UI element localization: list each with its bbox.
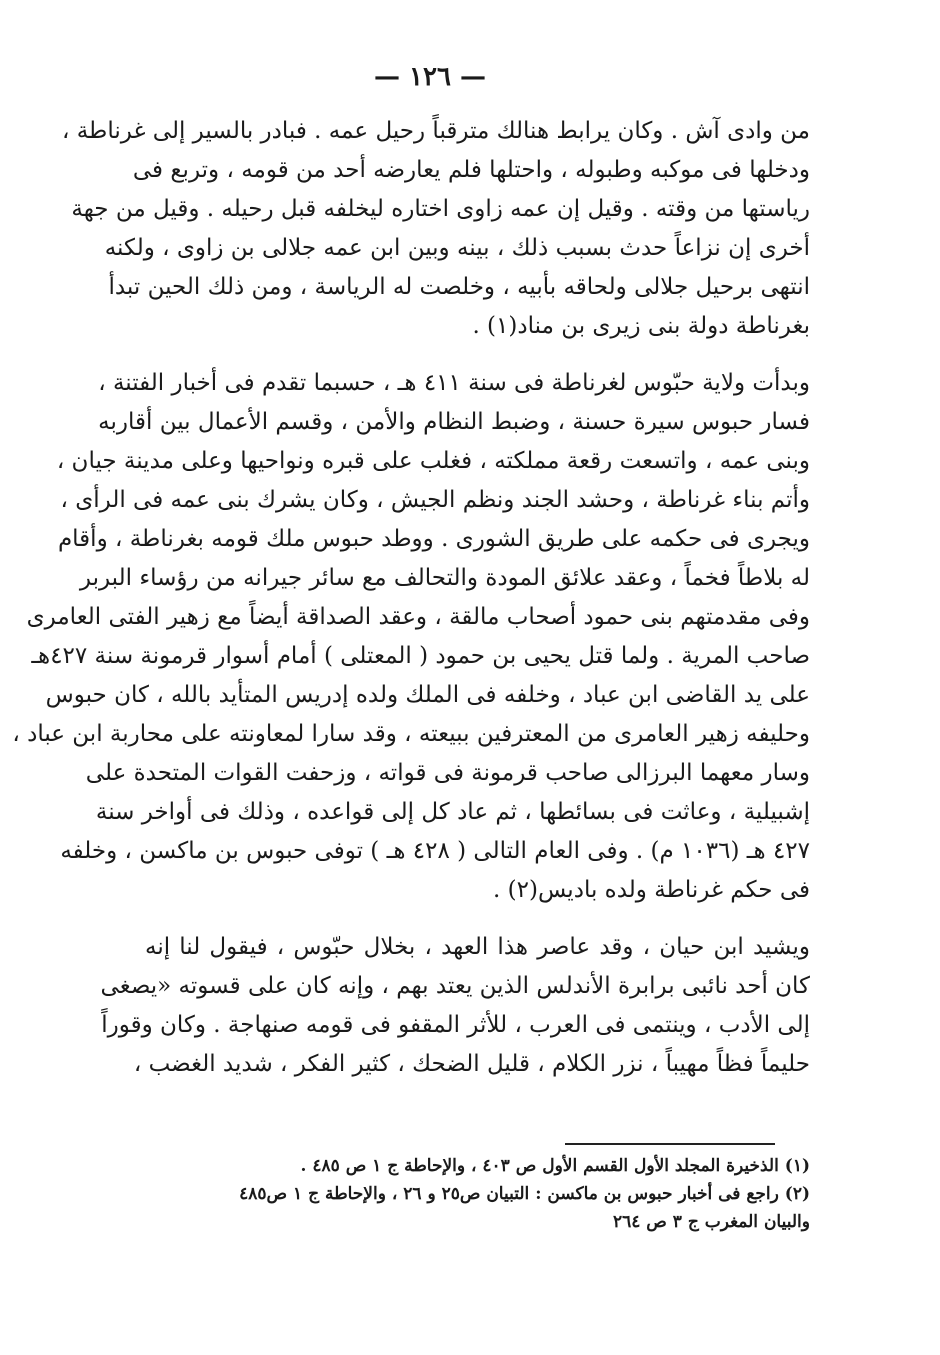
text-line: فسار حبوس سيرة حسنة ، وضبط النظام والأمن ، وقسم الأعمال بين أقاربه: [98, 409, 810, 435]
text-line: وفى مقدمتهم بنى حمود أصحاب مالقة ، وعقد الصداقة أيضاً مع زهير الفتى العامرى: [26, 604, 810, 630]
paragraph-3: [100, 928, 810, 1084]
text-line: وبدأت ولاية حبّوس لغرناطة فى سنة ٤١١ هـ ، حسبما تقدم فى أخبار الفتنة ،: [98, 370, 810, 396]
text-line: له بلاطاً فخماً ، وعقد علائق المودة والتحالف مع سائر جيرانه من رؤساء البربر: [79, 565, 810, 591]
text-line: ويشيد ابن حيان ، وقد عاصر هذا العهد ، بخلال حبّوس ، فيقول لنا إنه: [145, 934, 810, 960]
text-line: حليماً فظاً مهيباً ، نزر الكلام ، قليل الضحك ، كثير الفكر ، شديد الغضب ،: [133, 1051, 810, 1077]
text-line: فى حكم غرناطة ولده باديس(٢) .: [493, 877, 810, 903]
footnote-2: (٢) راجع فى أخبار حبوس بن ماكسن : التبيان ص٢٥ و ٢٦ ، والإحاطة ج ١ ص٤٨٥: [239, 1184, 810, 1204]
text-line: وأتم بناء غرناطة ، وحشد الجند ونظم الجيش ، وكان يشرك بنى عمه فى الرأى ،: [60, 487, 810, 513]
text-line: صاحب المرية . ولما قتل يحيى بن حمود ( المعتلى ) أمام أسوار قرمونة سنة ٤٢٧هـ: [31, 643, 810, 669]
text-line: كان أحد نائبى برابرة الأندلس الذين يعتد بهم ، وإنه كان على قسوته «يصغى: [100, 973, 810, 999]
text-line: إلى الأدب ، وينتمى فى العرب ، للأثر المقفو فى قومه صنهاجة . وكان وقوراً: [101, 1012, 810, 1038]
text-line: ٤٢٧ هـ (١٠٣٦ م) . وفى العام التالى ( ٤٢٨ هـ ) توفى حبوس بن ماكسن ، وخلفه: [60, 838, 810, 864]
paragraph-2: [12, 364, 810, 910]
paragraph-1: [61, 112, 810, 346]
text-line: بغرناطة دولة بنى زيرى بن مناد(١) .: [472, 313, 810, 339]
footnotes: [145, 1152, 810, 1236]
text-line: أخرى إن نزاعاً حدث بسبب ذلك ، بينه وبين ابن عمه جلالى بن زاوى ، ولكنه: [104, 235, 810, 261]
text-line: وبنى عمه ، واتسعت رقعة مملكته ، فغلب على قبره ونواحيها وعلى مدينة جيان ،: [56, 448, 810, 474]
text-line: ويجرى فى حكمه على طريق الشورى . ووطد حبوس ملك قومه بغرناطة ، وأقام: [57, 526, 810, 552]
footnote-1: (١) الذخيرة المجلد الأول القسم الأول ص ٤٠٣ ، والإحاطة ج ١ ص ٤٨٥ .: [300, 1156, 810, 1176]
text-line: على يد القاضى ابن عباد ، وخلفه فى الملك ولده إدريس المتأيد بالله ، كان حبوس: [45, 682, 810, 708]
text-line: رياستها من وقته . وقيل إن عمه زاوى اختاره ليخلفه قبل رحيله . وقيل من جهة: [71, 196, 810, 222]
text-line: إشبيلية ، وعاثت فى بسائطها ، ثم عاد كل إلى قواعده ، وذلك فى أواخر سنة: [95, 799, 810, 825]
text-line: من وادى آش . وكان يرابط هنالك مترقباً رحيل عمه . فبادر بالسير إلى غرناطة ،: [61, 118, 810, 144]
footnote-divider: [565, 1143, 775, 1145]
footnote-2-continued: والبيان المغرب ج ٣ ص ٢٦٤: [612, 1212, 810, 1232]
body-text: [12, 112, 810, 1084]
page-number: — ١٢٦ —: [373, 62, 487, 92]
text-line: وحليفه زهير العامرى من المعترفين ببيعته ، وقد سارا لمعاونته على محاربة ابن عباد ،: [12, 721, 810, 747]
text-line: وسار معهما البرزالى صاحب قرمونة فى قواته ، وزحفت القوات المتحدة على: [85, 760, 810, 786]
text-line: ودخلها فى موكبه وطبوله ، واحتلها فلم يعارضه أحد من قومه ، وتربع فى: [132, 157, 810, 183]
text-line: انتهى برحيل جلالى ولحاقه بأبيه ، وخلصت له الرياسة ، ومن ذلك الحين تبدأ: [108, 274, 810, 300]
